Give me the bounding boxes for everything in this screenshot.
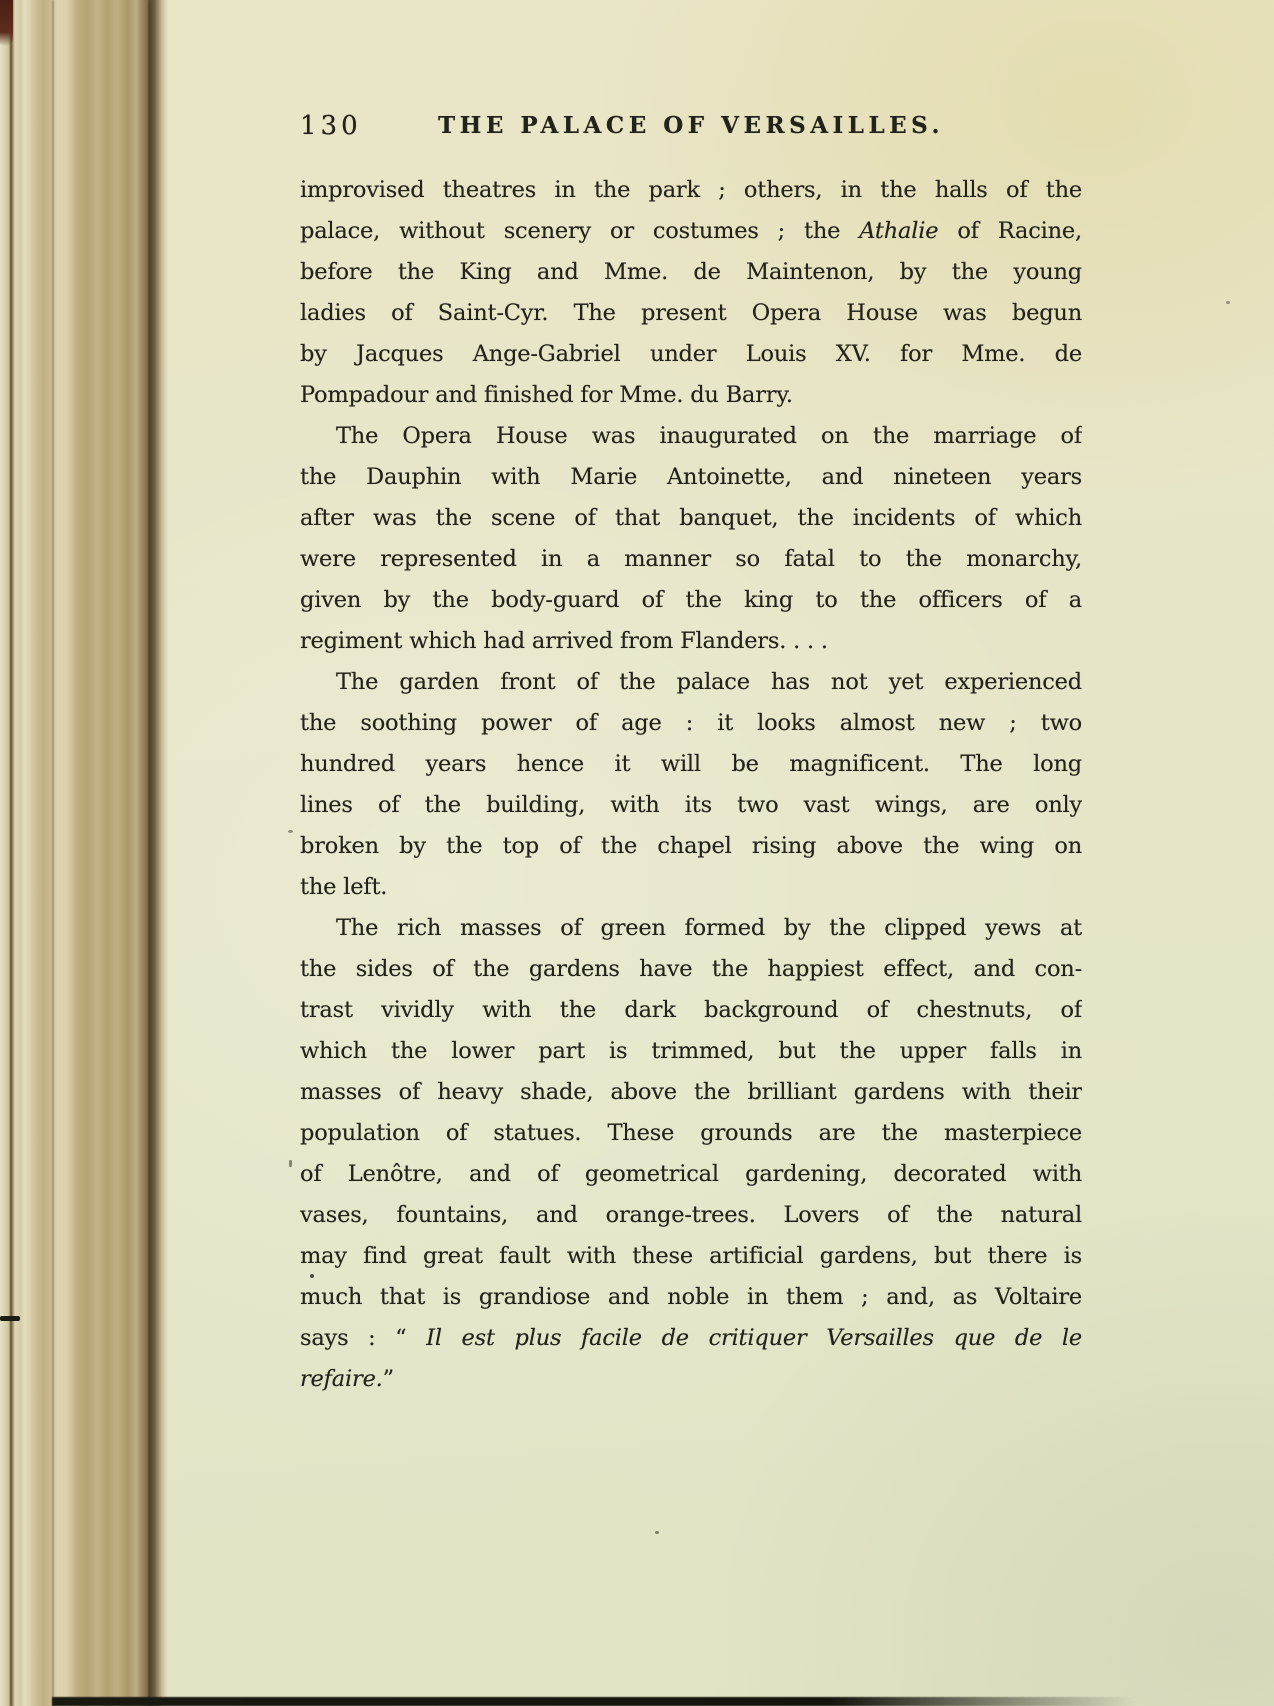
text-line — [300, 1113, 1082, 1154]
text-segment: vases, fountains, and orange-trees. Lovers of the natural — [300, 1202, 1082, 1228]
text-line — [300, 949, 1082, 990]
text-segment: hundred years hence it will be magnificent. The long — [300, 751, 1082, 777]
paragraph — [300, 170, 1082, 416]
text-segment: The rich masses of green formed by the clipped yews at — [336, 915, 1082, 941]
text-line — [300, 990, 1082, 1031]
text-line — [300, 539, 1082, 580]
text-line — [300, 211, 1082, 252]
text-line — [300, 1359, 1082, 1400]
text-segment: trast vividly with the dark background of chestnuts, of — [300, 997, 1082, 1023]
text-segment: Pompadour and finished for Mme. du Barry. — [300, 382, 793, 408]
text-segment: were represented in a manner so fatal to the monarchy, — [300, 546, 1082, 572]
text-line — [300, 457, 1082, 498]
text-segment: of Lenôtre, and of geometrical gardening, decorated with — [300, 1161, 1082, 1187]
page-number: 130 — [300, 111, 362, 141]
text-line — [300, 744, 1082, 785]
text-line — [300, 498, 1082, 539]
text-block — [300, 170, 1082, 1400]
text-segment: Athalie — [859, 218, 939, 244]
binding-corner-sliver — [0, 0, 13, 46]
text-line — [300, 662, 1082, 703]
text-segment: Il est plus facile de critiquer Versailles que de le — [426, 1325, 1082, 1351]
text-line — [300, 826, 1082, 867]
text-line — [300, 867, 1082, 908]
text-segment: given by the body-guard of the king to the officers of a — [300, 587, 1082, 613]
print-speck — [655, 1531, 659, 1534]
text-segment: much that is grandiose and noble in them ; and, as Voltaire — [300, 1284, 1082, 1310]
text-segment: ” — [382, 1366, 394, 1392]
text-segment: by Jacques Ange-Gabriel under Louis XV. for Mme. de — [300, 341, 1082, 367]
text-line — [300, 785, 1082, 826]
page-content — [300, 108, 1082, 1400]
text-segment: The garden front of the palace has not yet experienced — [336, 669, 1082, 695]
text-segment: says : “ — [300, 1325, 427, 1351]
text-line — [300, 293, 1082, 334]
print-speck — [288, 830, 293, 833]
text-line — [300, 1072, 1082, 1113]
text-segment: regiment which had arrived from Flanders. . . . — [300, 628, 828, 654]
text-line — [300, 375, 1082, 416]
text-line — [300, 580, 1082, 621]
text-segment: after was the scene of that banquet, the incidents of which — [300, 505, 1082, 531]
text-segment: masses of heavy shade, above the brilliant gardens with their — [300, 1079, 1082, 1105]
print-speck — [1226, 301, 1230, 304]
text-segment: The Opera House was inaugurated on the marriage of — [336, 423, 1082, 449]
page-title: THE PALACE OF VERSAILLES. — [438, 112, 944, 139]
text-segment: improvised theatres in the park ; others, in the halls of the — [300, 177, 1082, 203]
text-segment: lines of the building, with its two vast wings, are only — [300, 792, 1082, 818]
text-line — [300, 416, 1082, 457]
text-line — [300, 1195, 1082, 1236]
text-segment: ladies of Saint-Cyr. The present Opera House was begun — [300, 300, 1082, 326]
running-head — [300, 108, 1082, 148]
text-segment: broken by the top of the chapel rising above the wing on — [300, 833, 1082, 859]
paragraph — [300, 908, 1082, 1400]
text-line — [300, 908, 1082, 949]
text-segment: the sides of the gardens have the happiest effect, and con- — [300, 956, 1082, 982]
photo-bottom-shadow — [52, 1697, 1136, 1706]
text-line — [300, 703, 1082, 744]
text-line — [300, 1236, 1082, 1277]
text-segment: the Dauphin with Marie Antoinette, and nineteen years — [300, 464, 1082, 490]
text-segment: of Racine, — [938, 218, 1082, 244]
paragraph — [300, 662, 1082, 908]
text-segment: refaire. — [300, 1366, 383, 1392]
text-segment: before the King and Mme. de Maintenon, by the young — [300, 259, 1082, 285]
text-segment: the left. — [300, 874, 388, 900]
paragraph — [300, 416, 1082, 662]
text-segment: which the lower part is trimmed, but the upper falls in — [300, 1038, 1082, 1064]
text-line — [300, 1154, 1082, 1195]
text-segment: may find great fault with these artificial gardens, but there is — [300, 1243, 1082, 1269]
page-edges-gutter — [0, 0, 168, 1706]
text-segment: palace, without scenery or costumes ; the — [300, 218, 860, 244]
text-line — [300, 1277, 1082, 1318]
text-line — [300, 621, 1082, 662]
page-edge-line — [148, 0, 151, 1706]
text-line — [300, 1031, 1082, 1072]
print-speck — [289, 1160, 292, 1167]
page-edge-line — [10, 0, 12, 1706]
text-line — [300, 334, 1082, 375]
edge-mark — [0, 1316, 20, 1321]
text-line — [300, 1318, 1082, 1359]
text-segment: the soothing power of age : it looks almost new ; two — [300, 710, 1082, 736]
text-segment: population of statues. These grounds are the masterpiece — [300, 1120, 1082, 1146]
page-edge-line — [52, 0, 54, 1706]
text-line — [300, 252, 1082, 293]
text-line — [300, 170, 1082, 211]
